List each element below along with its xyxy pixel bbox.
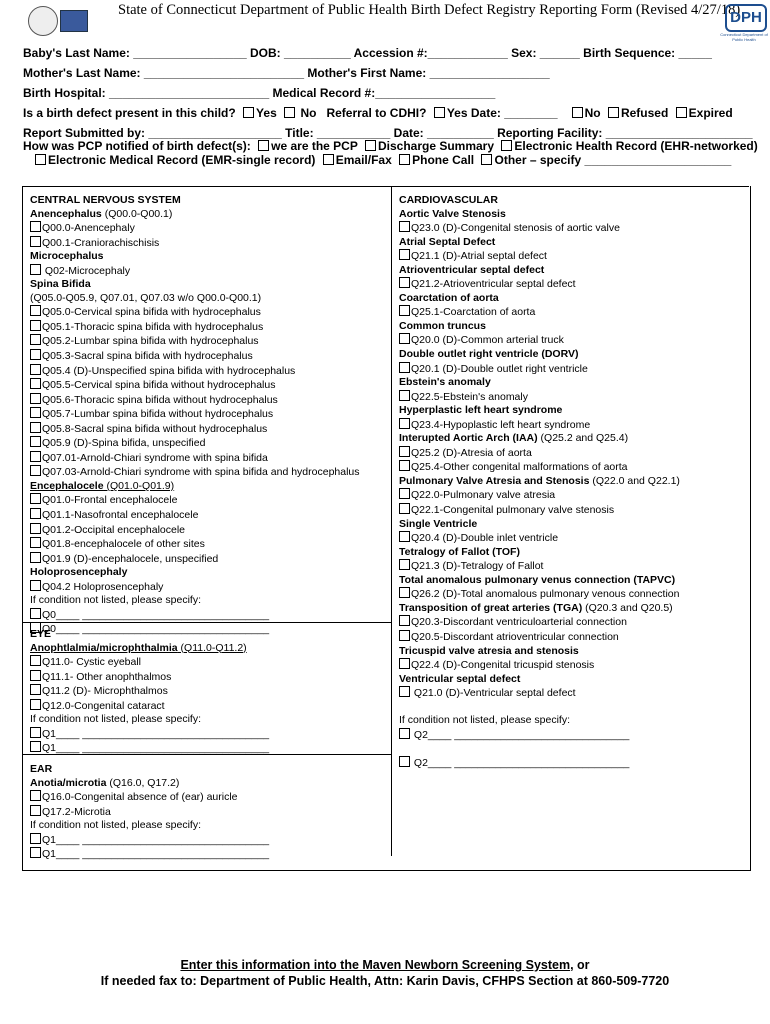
checkbox-icon[interactable] xyxy=(30,451,41,462)
referral-yes-label: Yes xyxy=(446,106,468,120)
cns-item[interactable] xyxy=(30,508,360,523)
frame-top-line xyxy=(22,186,749,187)
cns-item-text: Q05.1-Thoracic spina bifida with hydrocephalus xyxy=(42,320,264,333)
cardio-item xyxy=(399,742,680,756)
cns-item-text: Q0____ ________________________________ xyxy=(42,623,270,636)
cardio-item xyxy=(399,546,680,560)
dph-logo xyxy=(719,4,769,44)
checkbox-icon[interactable] xyxy=(30,493,41,504)
eye-item-text: If condition not listed, please specify: xyxy=(30,713,202,726)
cns-item-text: Q05.9 (D)-Spina bifida, unspecified xyxy=(42,437,206,450)
discharge-label: Discharge Summary xyxy=(377,139,495,153)
ear-item-codes: (Q16.0, Q17.2) xyxy=(106,776,180,789)
checkbox-icon[interactable] xyxy=(30,422,41,433)
ct-seal-icon xyxy=(28,6,58,36)
checkbox-icon[interactable] xyxy=(399,658,410,669)
cardio-item-text: Ebstein's anomaly xyxy=(399,376,491,389)
checkbox-icon[interactable] xyxy=(30,407,41,418)
cns-item[interactable] xyxy=(30,364,360,379)
defect-no-label: No xyxy=(300,106,317,120)
eye-item-text: Q1____ ________________________________ xyxy=(42,727,270,740)
cns-item-text: Encephalocele xyxy=(30,479,104,492)
expired-label: Expired xyxy=(688,106,733,120)
checkbox-icon[interactable] xyxy=(399,418,410,429)
cns-item-text: Microcephalus xyxy=(30,250,104,263)
baby-info-line[interactable]: Baby's Last Name: _________________ DOB: __________ Accession #:____________ Sex: ______ Birth Sequence: _____ xyxy=(23,46,712,60)
eye-item[interactable] xyxy=(30,655,269,670)
phone-call-checkbox[interactable] xyxy=(399,154,410,165)
cns-item-text: Q05.6-Thoracic spina bifida without hydrocephalus xyxy=(42,393,278,406)
cns-item[interactable] xyxy=(30,320,360,335)
cardio-item[interactable] xyxy=(399,249,680,264)
cardio-item-text: Q20.3-Discordant ventriculoarterial connection xyxy=(411,616,627,629)
cardio-item-text: Transposition of great arteries (TGA) xyxy=(399,601,583,614)
cardio-item xyxy=(399,208,680,222)
eye-item[interactable] xyxy=(30,684,269,699)
cns-item-text: Q01.8-encephalocele of other sites xyxy=(42,538,205,551)
cardio-item-text: Q21.2-Atrioventricular septal defect xyxy=(411,278,576,291)
refused-label: Refused xyxy=(620,106,669,120)
cns-item-text: (Q05.0-Q05.9, Q07.01, Q07.03 w/o Q00.0-Q00.1) xyxy=(30,291,262,304)
checkbox-icon[interactable] xyxy=(399,277,410,288)
cardio-item[interactable] xyxy=(399,531,680,546)
other-checkbox[interactable] xyxy=(481,154,492,165)
checkbox-icon[interactable] xyxy=(399,531,410,542)
cardio-item xyxy=(399,714,680,728)
checkbox-icon[interactable] xyxy=(30,378,41,389)
cardio-item-text: Atrioventricular septal defect xyxy=(399,263,545,276)
checkbox-icon[interactable] xyxy=(399,249,410,260)
other-label: Other – specify ______________________ xyxy=(494,153,732,167)
checkbox-icon[interactable] xyxy=(399,390,410,401)
cardio-item-text: Q20.4 (D)-Double inlet ventricle xyxy=(411,532,559,545)
report-submitted-line[interactable]: Report Submitted by: ____________________ Title: ___________ Date: __________ Reporting Facility: ______________________ xyxy=(23,126,753,140)
eye-item[interactable] xyxy=(30,727,269,742)
checkbox-icon[interactable] xyxy=(399,488,410,499)
cns-item[interactable] xyxy=(30,493,360,508)
checkbox-icon[interactable] xyxy=(399,503,410,514)
eye-item-text: Q1____ ________________________________ xyxy=(42,742,270,755)
ear-item-text: Q17.2-Microtia xyxy=(42,805,111,818)
cardio-item[interactable] xyxy=(399,686,680,701)
eye-item-text: EYE xyxy=(30,628,52,640)
cardio-item-text: Q2____ ______________________________ xyxy=(411,728,630,741)
ear-item[interactable] xyxy=(30,847,269,862)
cardio-item xyxy=(399,348,680,362)
cardio-item-text: Coarctation of aorta xyxy=(399,291,499,304)
cns-item-text: Q00.1-Craniorachischisis xyxy=(42,236,160,249)
cns-item[interactable] xyxy=(30,465,360,480)
checkbox-icon[interactable] xyxy=(399,333,410,344)
checkbox-icon[interactable] xyxy=(30,537,41,548)
cns-item-text: Q04.2 Holoprosencephaly xyxy=(42,580,164,593)
cns-item[interactable] xyxy=(30,221,360,236)
cardio-item-text: Q25.1-Coarctation of aorta xyxy=(411,306,536,319)
cardio-item-text: Hyperplastic left heart syndrome xyxy=(399,404,563,417)
cns-item[interactable] xyxy=(30,305,360,320)
cns-item[interactable] xyxy=(30,378,360,393)
footer-maven-text: Enter this information into the Maven Newborn Screening System xyxy=(180,958,571,972)
dph-logo-text: DPH xyxy=(725,4,767,32)
eye-item[interactable] xyxy=(30,699,269,714)
cns-item-text: Q01.1-Nasofrontal encephalocele xyxy=(42,509,199,522)
cns-item-text: CENTRAL NERVOUS SYSTEM xyxy=(30,194,181,206)
cardio-item[interactable] xyxy=(399,503,680,518)
checkbox-icon[interactable] xyxy=(30,349,41,360)
defect-question-label: Is a birth defect present in this child? xyxy=(23,106,236,120)
checkbox-icon[interactable] xyxy=(399,221,410,232)
eye-item xyxy=(30,713,269,727)
cardio-item-text: If condition not listed, please specify: xyxy=(399,714,571,727)
eye-item-text: Anophtlalmia/microphthalmia xyxy=(30,641,178,654)
phone-call-label: Phone Call xyxy=(412,153,475,167)
checkbox-icon[interactable] xyxy=(399,305,410,316)
checkbox-icon[interactable] xyxy=(30,236,41,247)
cardio-item xyxy=(399,292,680,306)
checkbox-icon[interactable] xyxy=(30,552,41,563)
cardio-item-codes: (Q25.2 and Q25.4) xyxy=(537,432,629,445)
checkbox-icon[interactable] xyxy=(30,580,41,591)
checkbox-icon[interactable] xyxy=(399,446,410,457)
cns-item-text: Q02-Microcephaly xyxy=(42,264,131,277)
pcp-notify-label: How was PCP notified of birth defect(s): xyxy=(23,139,251,153)
checkbox-icon[interactable] xyxy=(30,523,41,534)
pcp-notify-row-2 xyxy=(31,153,731,167)
cardio-item-text: Q21.1 (D)-Atrial septal defect xyxy=(411,250,547,263)
cns-item-text: Anencephalus xyxy=(30,207,102,220)
cns-item xyxy=(30,566,360,580)
cardio-item xyxy=(399,376,680,390)
ear-item[interactable] xyxy=(30,805,269,820)
eye-item-text: Q12.0-Congenital cataract xyxy=(42,699,165,712)
ehr-label: Electronic Health Record (EHR-networked) xyxy=(514,139,758,153)
discharge-checkbox[interactable] xyxy=(365,140,376,151)
cardio-item-text: Tricuspid valve atresia and stenosis xyxy=(399,644,579,657)
cns-item[interactable] xyxy=(30,422,360,437)
cns-item xyxy=(30,208,360,222)
cardio-item-text: Q25.4-Other congenital malformations of aorta xyxy=(411,461,628,474)
ear-item[interactable] xyxy=(30,833,269,848)
checkbox-icon[interactable] xyxy=(30,465,41,476)
checkbox-icon[interactable] xyxy=(399,460,410,471)
cardio-item-text xyxy=(399,742,402,754)
cardio-item xyxy=(399,432,680,446)
eye-item[interactable] xyxy=(30,741,269,756)
cns-item-text: Q00.0-Anencephaly xyxy=(42,222,135,235)
cardio-item-text: CARDIOVASCULAR xyxy=(399,194,498,206)
cns-item[interactable] xyxy=(30,334,360,349)
cardio-item-text: Q20.1 (D)-Double outlet right ventricle xyxy=(411,362,588,375)
checkbox-icon[interactable] xyxy=(30,727,41,738)
checkbox-icon[interactable] xyxy=(30,436,41,447)
checkbox-icon[interactable] xyxy=(30,655,41,666)
checkbox-icon[interactable] xyxy=(30,684,41,695)
eye-item-codes: (Q11.0-Q11.2) xyxy=(177,641,247,654)
cardio-item-text: Aortic Valve Stenosis xyxy=(399,207,506,220)
checkbox-icon[interactable] xyxy=(399,559,410,570)
cardio-item xyxy=(399,701,680,715)
ear-item-text: EAR xyxy=(30,763,53,775)
pcp-label: we are the PCP xyxy=(271,139,358,153)
registry-logo-icon xyxy=(60,10,88,32)
column-divider xyxy=(391,187,392,856)
ear-item-text: Q1____ ________________________________ xyxy=(42,833,270,846)
checkbox-icon[interactable] xyxy=(30,364,41,375)
checkbox-icon[interactable] xyxy=(30,608,41,619)
eye-item[interactable] xyxy=(30,670,269,685)
checkbox-icon[interactable] xyxy=(30,833,41,844)
cardio-item[interactable] xyxy=(399,446,680,461)
checkbox-icon[interactable] xyxy=(30,221,41,232)
cardio-item[interactable] xyxy=(399,305,680,320)
cardio-item-text: Q21.3 (D)-Tetralogy of Fallot xyxy=(411,560,544,573)
ear-item-text: Q16.0-Congenital absence of (ear) auricle xyxy=(42,791,238,804)
pcp-notify-row-1 xyxy=(23,139,758,153)
ear-item xyxy=(30,819,269,833)
cardio-item xyxy=(399,673,680,687)
cns-item-text: Q01.2-Occipital encephalocele xyxy=(42,523,186,536)
referral-no-checkbox[interactable] xyxy=(572,107,583,118)
email-fax-label: Email/Fax xyxy=(335,153,392,167)
footer-fax-line: If needed fax to: Department of Public Health, Attn: Karin Davis, CFHPS Section at 860-509-7720 xyxy=(100,974,670,988)
cns-item xyxy=(30,278,360,292)
cns-item[interactable] xyxy=(30,264,360,279)
cardio-item[interactable] xyxy=(399,559,680,574)
checkbox-icon[interactable] xyxy=(30,264,41,275)
cardio-item[interactable] xyxy=(399,615,680,630)
cns-item-text: Q01.9 (D)-encephalocele, unspecified xyxy=(42,552,219,565)
emr-checkbox[interactable] xyxy=(35,154,46,165)
cardio-item[interactable] xyxy=(399,460,680,475)
eye-item-text: Q11.1- Other anophthalmos xyxy=(42,670,172,683)
cns-item-text: Q0____ ________________________________ xyxy=(42,608,270,621)
cardio-item xyxy=(399,602,680,616)
cns-item[interactable] xyxy=(30,451,360,466)
cns-item-codes: (Q01.0-Q01.9) xyxy=(103,479,175,492)
cardio-item-text: Q22.4 (D)-Congenital tricuspid stenosis xyxy=(411,659,595,672)
checkbox-icon[interactable] xyxy=(30,320,41,331)
cns-item-text: Q05.8-Sacral spina bifida without hydrocephalus xyxy=(42,422,268,435)
cns-item-text: Q07.03-Arnold-Chiari syndrome with spina bifida and hydrocephalus xyxy=(42,466,360,479)
checkbox-icon[interactable] xyxy=(30,847,41,858)
cardio-item-text: Q2____ ______________________________ xyxy=(411,756,630,769)
ear-item-text: Anotia/microtia xyxy=(30,776,107,789)
cardio-item[interactable] xyxy=(399,630,680,645)
ear-item xyxy=(30,777,269,791)
cardio-item[interactable] xyxy=(399,587,680,602)
cardio-item xyxy=(399,518,680,532)
cardio-item-text: Q20.0 (D)-Common arterial truck xyxy=(411,334,564,347)
cardio-item[interactable] xyxy=(399,390,680,405)
cardio-item-text: Q21.0 (D)-Ventricular septal defect xyxy=(411,687,576,700)
cardio-item-text: Q25.2 (D)-Atresia of aorta xyxy=(411,446,532,459)
cardio-item[interactable] xyxy=(399,658,680,673)
checkbox-icon[interactable] xyxy=(30,670,41,681)
cns-item xyxy=(30,250,360,264)
cns-item[interactable] xyxy=(30,236,360,251)
cns-item xyxy=(30,480,360,494)
cardio-item[interactable] xyxy=(399,333,680,348)
defect-yes-checkbox[interactable] xyxy=(243,107,254,118)
cardio-item[interactable] xyxy=(399,277,680,292)
cardio-item xyxy=(399,320,680,334)
cns-item xyxy=(30,292,360,306)
cardio-item xyxy=(399,475,680,489)
eye-item xyxy=(30,642,269,656)
refused-checkbox[interactable] xyxy=(608,107,619,118)
checkbox-icon[interactable] xyxy=(399,587,410,598)
ear-section xyxy=(30,763,269,862)
cardio-item-codes: (Q22.0 and Q22.1) xyxy=(589,474,680,487)
eye-section xyxy=(30,628,269,756)
cardio-item xyxy=(399,194,680,208)
cns-section xyxy=(30,194,360,637)
referral-label: Referral to CDHI? xyxy=(326,106,427,120)
cns-item[interactable] xyxy=(30,608,360,623)
cns-item xyxy=(30,194,360,208)
cardio-item-text: Q22.5-Ebstein's anomaly xyxy=(411,390,528,403)
cns-item xyxy=(30,594,360,608)
cns-item-codes: (Q00.0-Q00.1) xyxy=(101,207,173,220)
hospital-info-line[interactable]: Birth Hospital: ________________________ Medical Record #:__________________ xyxy=(23,86,496,100)
checkbox-icon[interactable] xyxy=(30,741,41,752)
cardio-item xyxy=(399,404,680,418)
cardio-item[interactable] xyxy=(399,221,680,236)
cardio-item[interactable] xyxy=(399,362,680,377)
cns-item[interactable] xyxy=(30,580,360,595)
dph-logo-subtitle: Connecticut Department of Public Health xyxy=(720,32,768,42)
form-title: State of Connecticut Department of Public Health Birth Defect Registry Reporting Form (Revised 4/27/18) xyxy=(118,2,741,18)
defect-no-checkbox[interactable] xyxy=(284,107,295,118)
cardio-item-text: Total anomalous pulmonary venus connection (TAPVC) xyxy=(399,573,676,586)
checkbox-icon[interactable] xyxy=(30,305,41,316)
checkbox-icon[interactable] xyxy=(30,805,41,816)
cns-item-text: Q05.2-Lumbar spina bifida with hydrocephalus xyxy=(42,335,259,348)
eye-item xyxy=(30,628,269,642)
referral-no-label: No xyxy=(584,106,601,120)
defect-question-row xyxy=(23,106,733,120)
cns-item-text: Q05.7-Lumbar spina bifida without hydrocephalus xyxy=(42,408,274,421)
ear-item[interactable] xyxy=(30,790,269,805)
mother-info-line[interactable]: Mother's Last Name: ________________________ Mother's First Name: __________________ xyxy=(23,66,550,80)
cardio-item-text: Q22.0-Pulmonary valve atresia xyxy=(411,489,556,502)
checkbox-icon[interactable] xyxy=(399,686,410,697)
cns-item-text: If condition not listed, please specify: xyxy=(30,594,202,607)
cardio-item[interactable] xyxy=(399,488,680,503)
cns-item[interactable] xyxy=(30,523,360,538)
footer-or-text: , or xyxy=(570,958,590,972)
cns-item[interactable] xyxy=(30,537,360,552)
cardio-item-text: Q20.5-Discordant atrioventricular connection xyxy=(411,630,619,643)
ear-item-text: If condition not listed, please specify: xyxy=(30,819,202,832)
checkbox-icon[interactable] xyxy=(30,334,41,345)
cns-item[interactable] xyxy=(30,552,360,567)
cardio-item-text: Common truncus xyxy=(399,319,486,332)
cardio-item-text: Interupted Aortic Arch (IAA) xyxy=(399,432,538,445)
checkbox-icon[interactable] xyxy=(399,756,410,767)
cardio-item xyxy=(399,574,680,588)
pcp-checkbox[interactable] xyxy=(258,140,269,151)
cardio-item[interactable] xyxy=(399,756,680,771)
eye-item-text: Q11.0- Cystic eyeball xyxy=(42,656,142,669)
emr-label: Electronic Medical Record (EMR-single record) xyxy=(48,153,316,167)
referral-yes-checkbox[interactable] xyxy=(434,107,445,118)
cardio-item-text: Single Ventricle xyxy=(399,517,478,530)
cardio-item-text xyxy=(399,701,402,713)
checkbox-icon[interactable] xyxy=(399,728,410,739)
cns-item[interactable] xyxy=(30,436,360,451)
cardiovascular-section xyxy=(399,194,680,770)
defect-yes-label: Yes xyxy=(256,106,277,120)
cns-item[interactable] xyxy=(30,393,360,408)
checkbox-icon[interactable] xyxy=(399,615,410,626)
cns-item-text: Q01.0-Frontal encephalocele xyxy=(42,494,178,507)
cardio-item-text: Ventricular septal defect xyxy=(399,672,521,685)
cardio-item-text: Q23.4-Hypoplastic left heart syndrome xyxy=(411,418,591,431)
cns-item-text: Spina Bifida xyxy=(30,278,91,291)
email-fax-checkbox[interactable] xyxy=(323,154,334,165)
cns-item[interactable] xyxy=(30,349,360,364)
ear-item-text: Q1____ ________________________________ xyxy=(42,848,270,861)
cns-item-text: Q05.5-Cervical spina bifida without hydrocephalus xyxy=(42,379,276,392)
cardio-item[interactable] xyxy=(399,728,680,743)
ehr-checkbox[interactable] xyxy=(501,140,512,151)
expired-checkbox[interactable] xyxy=(676,107,687,118)
checkbox-icon[interactable] xyxy=(30,699,41,710)
footer-line-1 xyxy=(0,958,770,972)
cardio-item-text: Q22.1-Congenital pulmonary valve stenosis xyxy=(411,504,615,517)
checkbox-icon[interactable] xyxy=(30,790,41,801)
referral-date-field[interactable]: Date: ________ xyxy=(470,106,558,120)
cns-item-text: Q07.01-Arnold-Chiari syndrome with spina bifida xyxy=(42,451,268,464)
cns-item-text: Q05.3-Sacral spina bifida with hydrocephalus xyxy=(42,350,253,363)
cardio-item-text: Atrial Septal Defect xyxy=(399,235,496,248)
cardio-item-text: Pulmonary Valve Atresia and Stenosis xyxy=(399,474,590,487)
cardio-item-text: Double outlet right ventricle (DORV) xyxy=(399,348,579,361)
checkbox-icon[interactable] xyxy=(30,393,41,404)
ear-item xyxy=(30,763,269,777)
cns-item-text: Holoprosencephaly xyxy=(30,566,128,579)
cardio-item-codes: (Q20.3 and Q20.5) xyxy=(582,601,673,614)
checkbox-icon[interactable] xyxy=(399,362,410,373)
cardio-item-text: Q26.2 (D)-Total anomalous pulmonary venous connection xyxy=(411,588,680,601)
cardio-item xyxy=(399,236,680,250)
cardio-item-text: Q23.0 (D)-Congenital stenosis of aortic valve xyxy=(411,222,620,235)
cardio-item xyxy=(399,264,680,278)
cardio-item xyxy=(399,645,680,659)
cns-item[interactable] xyxy=(30,407,360,422)
eye-item-text: Q11.2 (D)- Microphthalmos xyxy=(42,685,168,698)
cardio-item-text: Tetralogy of Fallot (TOF) xyxy=(399,545,520,558)
cns-item-text: Q05.4 (D)-Unspecified spina bifida with hydrocephalus xyxy=(42,364,296,377)
cardio-item[interactable] xyxy=(399,418,680,433)
cns-item-text: Q05.0-Cervical spina bifida with hydrocephalus xyxy=(42,306,261,319)
checkbox-icon[interactable] xyxy=(30,508,41,519)
checkbox-icon[interactable] xyxy=(399,630,410,641)
